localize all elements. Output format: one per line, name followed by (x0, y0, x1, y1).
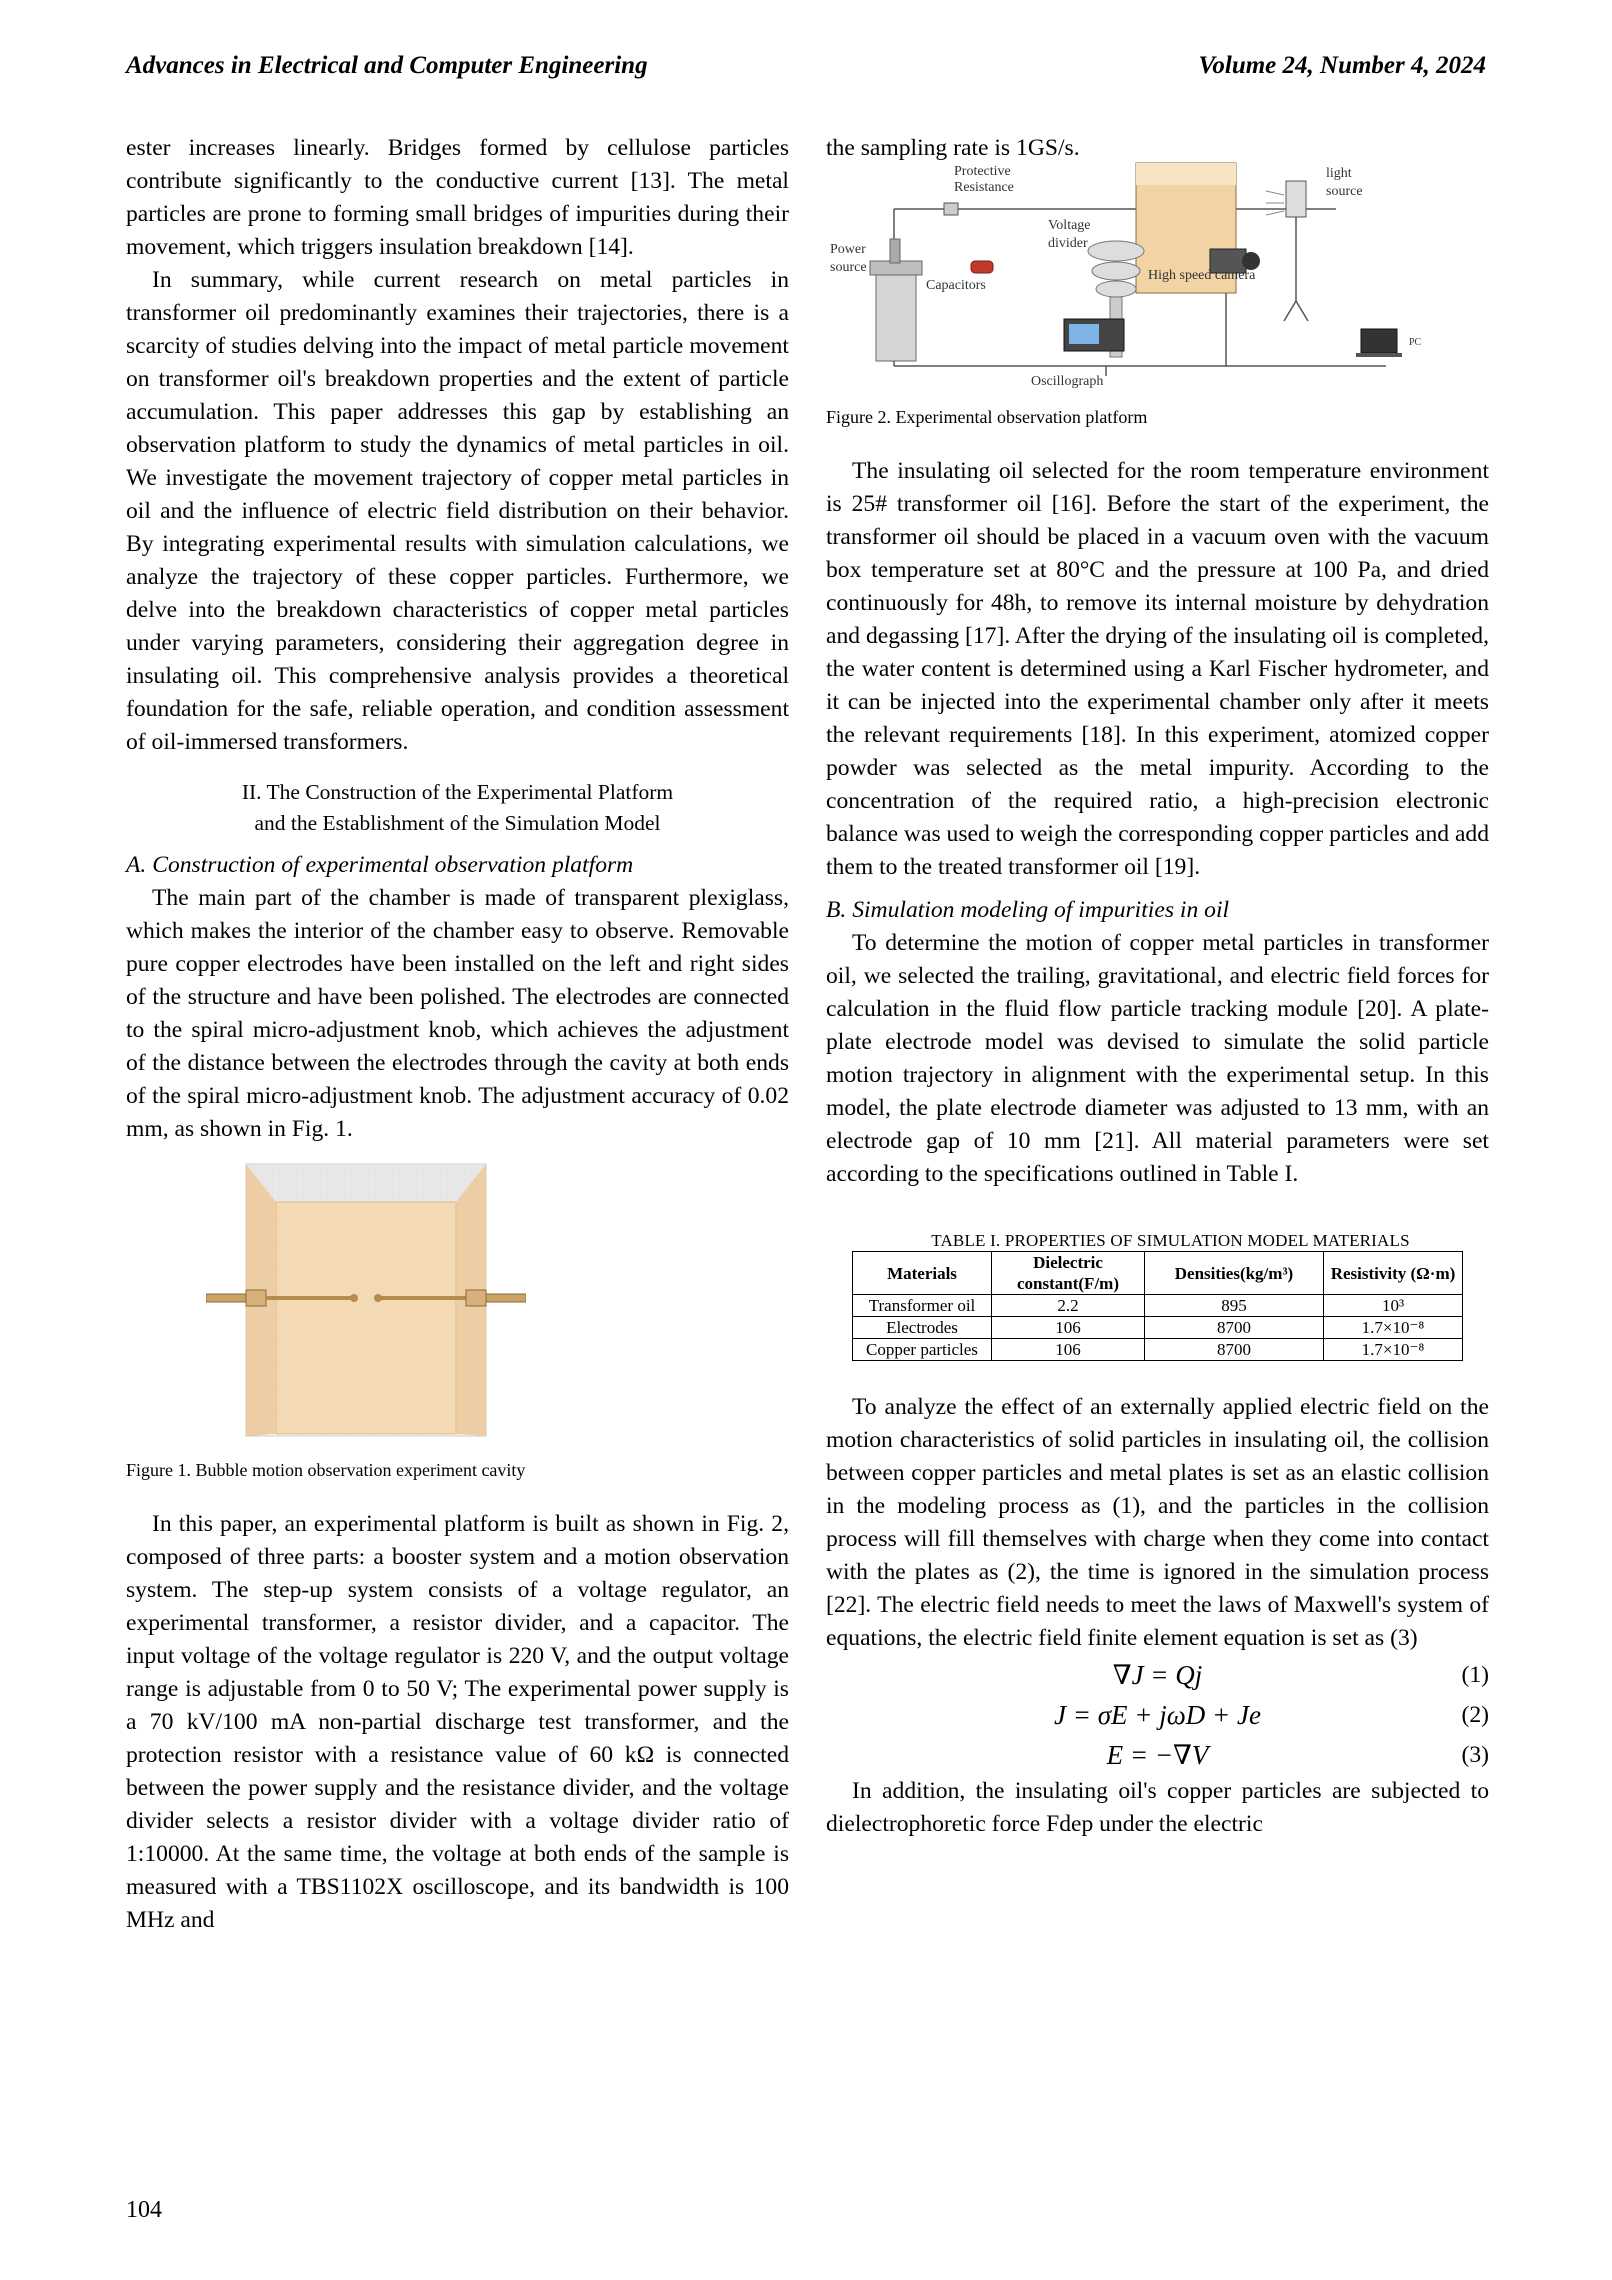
paragraph: To analyze the effect of an externally applied electric field on the motion characteristics of solid particles in insulating oil, the collision between copper particles and metal plates is set as an elastic collision in the modeling process as (1), and the particles in the collision process will fill themselves with charge when they come into contact with the plates as (2), the time is ignored in the simulation process [22]. The electric field needs to meet the laws of Maxwell's system of equations, the electric field finite element equation is set as (3) (826, 1394, 1489, 1651)
paragraph: In addition, the insulating oil's copper particles are subjected to dielectrophoretic force Fdep under the electric (826, 1778, 1489, 1837)
capacitor (971, 261, 993, 273)
light-source (1266, 181, 1308, 321)
table-cell: 10³ (1324, 1295, 1463, 1317)
table-cell: 1.7×10⁻⁸ (1324, 1339, 1463, 1361)
chamber-illustration (206, 1162, 526, 1442)
table-row (853, 1317, 1463, 1339)
table-header-cell: Dielectric constant(F/m) (992, 1252, 1145, 1295)
table-caption: TABLE I. PROPERTIES OF SIMULATION MODEL MATERIALS (931, 1231, 1410, 1250)
camera-label: High speed camera (1148, 268, 1256, 283)
paragraph: The insulating oil selected for the room temperature environment is 25# transformer oil [16]. Before the start of the experiment, the transformer oil should be placed in a vacuum oven with the vacuum box temperature set at 80°C and the pressure at 100 Pa, and dried continuously for 48h, to remove its internal moisture by dehydration and degassing [17]. After the drying of the insulating oil is completed, the water content is determined using a Karl Fischer hydrometer, and it can be injected into the experimental chamber only after it meets the relevant requirements [18]. In this experiment, atomized copper powder was selected as the metal impurity. According to the concentration of the required ratio, a high-precision electronic balance was used to weigh the corresponding copper particles and add them to the treated transformer oil [19]. (826, 458, 1490, 880)
capacitors-label: Capacitors (926, 278, 986, 293)
light-source-label: light (1326, 166, 1352, 181)
equation-2 (826, 1695, 1489, 1735)
figure-2-caption: Figure 2. Experimental observation platform (826, 407, 1148, 427)
paragraph: In summary, while current research on metal particles in transformer oil predominantly examines their trajectories, there is a scarcity of studies delving into the impact of metal particle movement on transformer oil's breakdown properties and the extent of particle accumulation. This paper addresses this gap by establishing an observation platform to study the dynamics of metal particles in oil. We investigate the movement trajectory of copper metal particles in oil and the influence of electric field distribution on their behavior. By integrating experimental results with simulation calculations, we analyze the trajectory of these copper particles. Furthermore, we delve into the breakdown characteristics of copper metal particles under varying parameters, considering their aggregation degree in insulating oil. This comprehensive analysis provides a theoretical foundation for the safe, reliable operation, and condition assessment of oil-immersed transformers. (126, 267, 789, 755)
figure-1-caption: Figure 1. Bubble motion observation experiment cavity (126, 1460, 526, 1480)
page-number: 104 (126, 2197, 162, 2223)
volume-info: Volume 24, Number 4, 2024 (1198, 52, 1486, 79)
paragraph: In this paper, an experimental platform is built as shown in Fig. 2, composed of three parts: a booster system and a motion observation system. The step-up system consists of a voltage regulator, an experimental transformer, a resistor divider, and a capacitor. The input voltage of the voltage regulator is 220 V, and the output voltage range is adjustable from 0 to 50 V; The experimental power supply is a 70 kV/100 mA non-partial discharge test transformer, and the protection resistor with a resistance value of 60 kΩ is connected between the power supply and the resistance divider, and the voltage divider selects a resistor divider with a voltage divider ratio of 1:10000. At the same time, the voltage at both ends of the sample is measured with a TBS1102X oscilloscope, and its bandwidth is 100 MHz and (126, 1511, 789, 1933)
equation-body: J = σE + jωD + Je (1054, 1700, 1261, 1730)
protective-resistance-label: Resistance (954, 180, 1014, 195)
equation-body: ∇J = Qj (1112, 1660, 1203, 1690)
table-header-cell: Materials (853, 1252, 992, 1295)
power-source-label: source (830, 260, 867, 275)
equation-body: E = −∇V (1106, 1740, 1209, 1770)
power-source-label: Power (830, 242, 866, 257)
protective-resistance-label: Protective (954, 164, 1011, 179)
table-cell: 2.2 (992, 1295, 1145, 1317)
paragraph: To determine the motion of copper metal particles in transformer oil, we selected the trailing, gravitational, and electric field forces for calculation in the fluid flow particle tracking module [20]. A plate-plate electrode model was devised to simulate the solid particle motion trajectory in alignment with the experimental setup. In this model, the plate electrode diameter was adjusted to 13 mm, with an electrode gap of 10 mm [21]. All material parameters were set according to the specifications outlined in Table I. (826, 930, 1489, 1187)
table-header-cell: Densities(kg/m³) (1145, 1252, 1324, 1295)
table-cell: 1.7×10⁻⁸ (1324, 1317, 1463, 1339)
paragraph: ester increases linearly. Bridges formed by cellulose particles contribute significantly to the conductive current [13]. The metal particles are prone to forming small bridges of impurities during their movement, which triggers insulation breakdown [14]. (126, 135, 789, 260)
oscilloscope (1064, 319, 1124, 351)
table-row (853, 1339, 1463, 1361)
left-column (126, 132, 789, 1937)
voltage-divider-label: divider (1048, 236, 1088, 251)
table-cell: Transformer oil (853, 1295, 992, 1317)
table-1 (826, 1231, 1489, 1361)
platform-diagram (826, 161, 1489, 389)
materials-table (852, 1251, 1463, 1361)
table-cell: 8700 (1145, 1317, 1324, 1339)
table-cell: Electrodes (853, 1317, 992, 1339)
paragraph: the sampling rate is 1GS/s. (826, 135, 1080, 161)
right-column (826, 132, 1489, 1841)
table-cell: 8700 (1145, 1339, 1324, 1361)
section-heading-line: and the Establishment of the Simulation Model (254, 811, 661, 835)
table-cell: 106 (992, 1317, 1145, 1339)
table-row (853, 1295, 1463, 1317)
light-source-label: source (1326, 184, 1363, 199)
pc (1356, 329, 1402, 357)
table-cell: Copper particles (853, 1339, 992, 1361)
equation-number: (3) (1461, 1742, 1489, 1768)
table-header-row (853, 1252, 1463, 1295)
subsection-heading: A. Construction of experimental observation platform (126, 852, 634, 878)
figure-2 (826, 161, 1489, 399)
table-cell: 106 (992, 1339, 1145, 1361)
voltage-divider-label: Voltage (1048, 218, 1091, 233)
protective-resistor (944, 203, 958, 215)
table-cell: 895 (1145, 1295, 1324, 1317)
power-source (870, 239, 922, 361)
paragraph: The main part of the chamber is made of transparent plexiglass, which makes the interior of the chamber easy to observe. Removable pure copper electrodes have been installed on the left and right sides of the structure and have been polished. The electrodes are connected to the spiral micro-adjustment knob, which achieves the adjustment of the distance between the electrodes through the cavity at both ends of the spiral micro-adjustment knob. The adjustment accuracy of 0.02 mm, as shown in Fig. 1. (126, 885, 789, 1142)
equation-1 (826, 1655, 1489, 1695)
equation-number: (2) (1461, 1702, 1489, 1728)
equation-3 (826, 1735, 1489, 1775)
section-heading (126, 777, 789, 839)
pc-label: PC (1409, 337, 1422, 348)
equation-number: (1) (1461, 1662, 1489, 1688)
table-header-cell: Resistivity (Ω·m) (1324, 1252, 1463, 1295)
journal-title: Advances in Electrical and Computer Engineering (126, 52, 648, 79)
oscillograph-label: Oscillograph (1031, 374, 1104, 389)
subsection-heading: B. Simulation modeling of impurities in oil (826, 897, 1230, 923)
section-heading-line: II. The Construction of the Experimental Platform (241, 780, 674, 804)
figure-1 (206, 1162, 789, 1452)
